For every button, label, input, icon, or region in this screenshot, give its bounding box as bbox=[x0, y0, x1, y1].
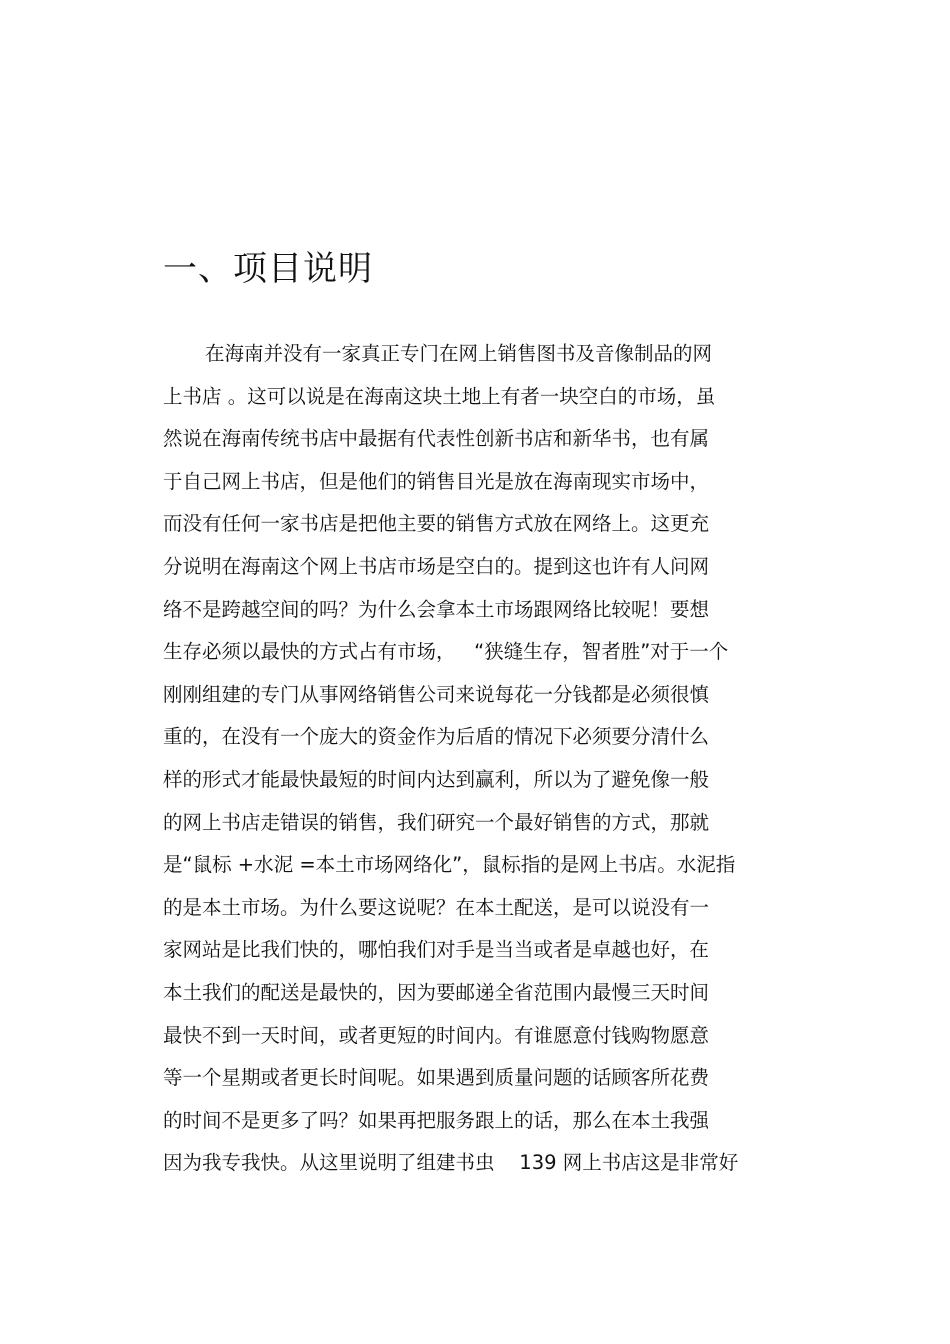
paragraph-line: 是“鼠标 +水泥 =本土市场网络化”，鼠标指的是网上书店。水泥指 bbox=[163, 853, 736, 877]
paragraph-line: 等一个星期或者更长时间呢。如果遇到质量问题的话顾客所花费 bbox=[163, 1066, 710, 1090]
paragraph-line: 而没有任何一家书店是把他主要的销售方式放在网络上。这更充 bbox=[163, 512, 710, 536]
paragraph-line: 上书店 。这可以说是在海南这块土地上有者一块空白的市场，虽 bbox=[163, 384, 716, 408]
paragraph-line: 的网上书店走错误的销售，我们研究一个最好销售的方式，那就 bbox=[163, 810, 710, 834]
paragraph-line: 家网站是比我们快的，哪怕我们对手是当当或者是卓越也好，在 bbox=[163, 938, 710, 962]
paragraph-line: 于自己网上书店，但是他们的销售目光是放在海南现实市场中， bbox=[163, 469, 710, 493]
paragraph-line: 络不是跨越空间的吗？为什么会拿本土市场跟网络比较呢！要想 bbox=[163, 597, 710, 621]
paragraph-line: 生存必须以最快的方式占有市场， “狭缝生存，智者胜”对于一个 bbox=[163, 640, 729, 664]
paragraph-line: 最快不到一天时间，或者更短的时间内。有谁愿意付钱购物愿意 bbox=[163, 1023, 710, 1047]
paragraph-line: 样的形式才能最快最短的时间内达到赢利，所以为了避免像一般 bbox=[163, 767, 710, 791]
paragraph-line: 刚刚组建的专门从事网络销售公司来说每花一分钱都是必须很慎 bbox=[163, 682, 710, 706]
section-title: 一、项目说明 bbox=[163, 249, 373, 289]
paragraph-line: 的是本土市场。为什么要这说呢？在本土配送，是可以说没有一 bbox=[163, 895, 710, 919]
paragraph-line: 因为我专我快。从这里说明了组建书虫 139 网上书店这是非常好 bbox=[163, 1151, 739, 1175]
paragraph-line: 的时间不是更多了吗？如果再把服务跟上的话，那么在本土我强 bbox=[163, 1108, 710, 1132]
paragraph-line: 重的，在没有一个庞大的资金作为后盾的情况下必须要分清什么 bbox=[163, 725, 710, 749]
paragraph-line: 本土我们的配送是最快的，因为要邮递全省范围内最慢三天时间 bbox=[163, 980, 710, 1004]
paragraph-line: 然说在海南传统书店中最据有代表性创新书店和新华书，也有属 bbox=[163, 427, 710, 451]
paragraph-line: 分说明在海南这个网上书店市场是空白的。提到这也许有人问网 bbox=[163, 554, 710, 578]
body-paragraph bbox=[163, 340, 803, 1192]
paragraph-line: 在海南并没有一家真正专门在网上销售图书及音像制品的网 bbox=[205, 342, 713, 365]
